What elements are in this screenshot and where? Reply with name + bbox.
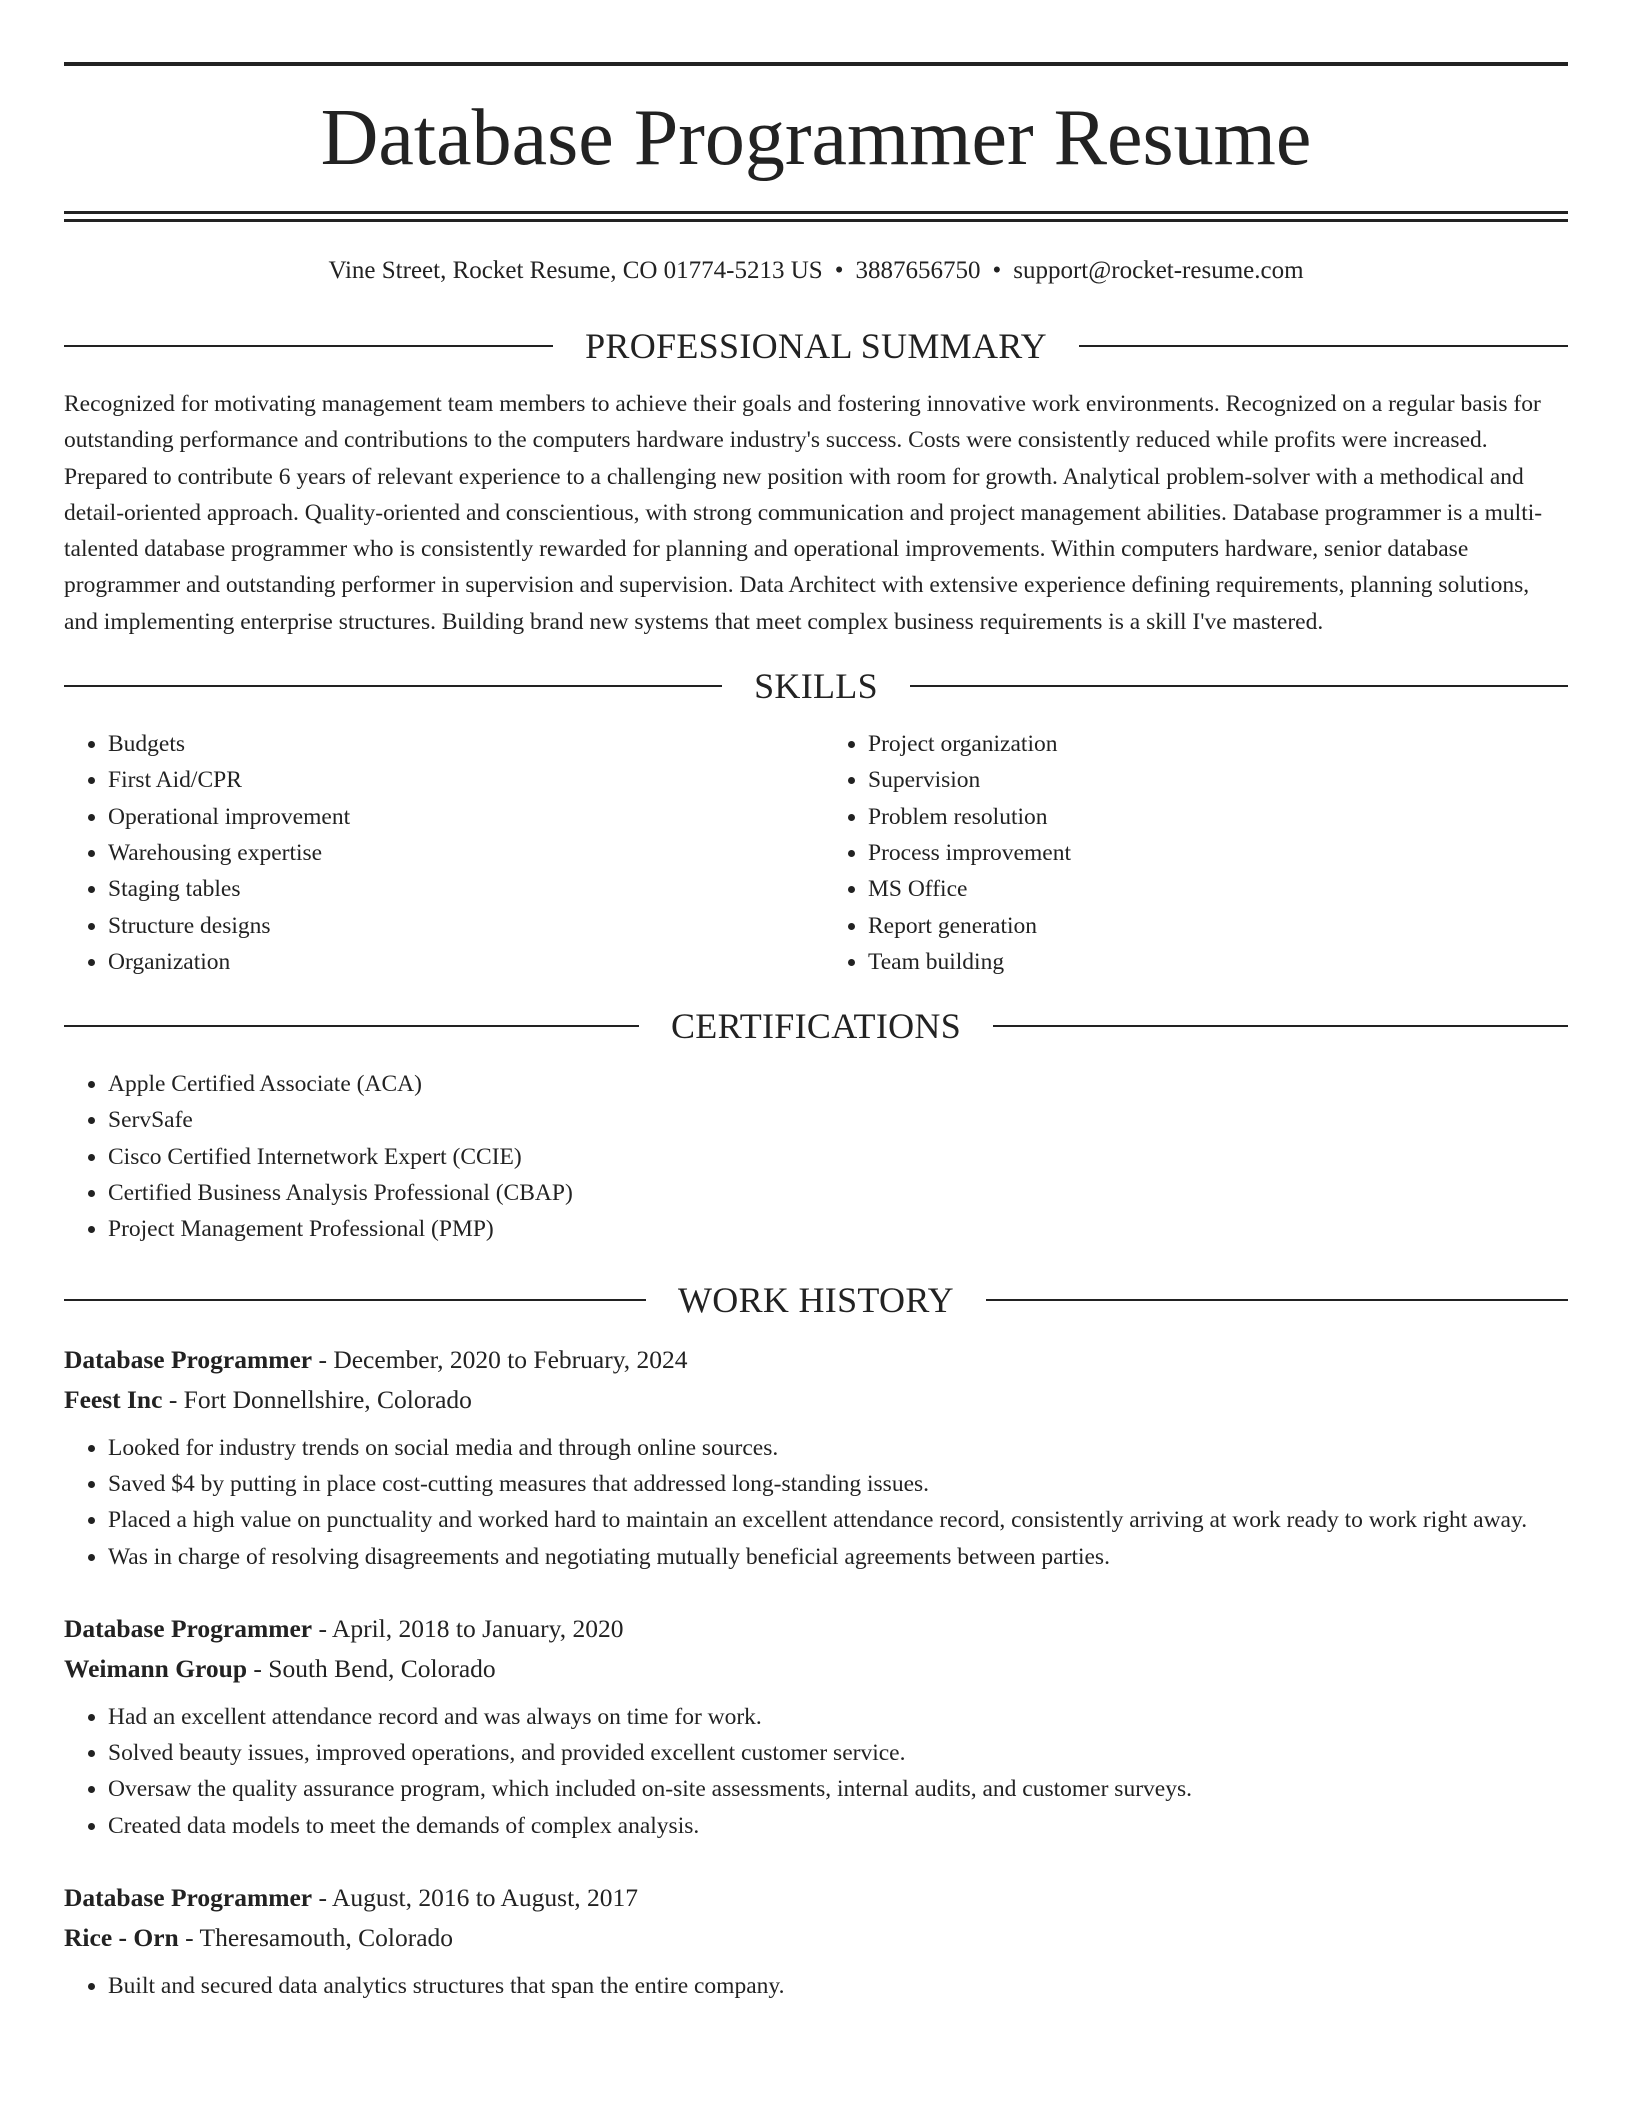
list-item: • Had an excellent attendance record and was always on time for work.	[108, 1699, 1568, 1735]
job-company-line	[64, 1918, 1568, 1958]
list-item: • Placed a high value on punctuality and worked hard to maintain an excellent attendance record, consistently arriving at work ready to work right away.	[108, 1502, 1568, 1538]
skills-column-right	[816, 726, 1568, 980]
job-dates: - April, 2018 to January, 2020	[312, 1613, 624, 1643]
job-entry	[64, 1609, 1568, 1844]
contact-separator: •	[834, 257, 844, 284]
list-item: • Looked for industry trends on social media and through online sources.	[108, 1430, 1568, 1466]
job-title-line	[64, 1609, 1568, 1649]
list-item: • Structure designs	[108, 908, 816, 944]
section-title-summary: PROFESSIONAL SUMMARY	[585, 326, 1047, 366]
contact-email: support@rocket-resume.com	[1013, 257, 1304, 284]
skills-list	[64, 726, 1568, 980]
list-item: • Was in charge of resolving disagreements and negotiating mutually beneficial agreements between parties.	[108, 1539, 1568, 1575]
header-top-rule	[64, 62, 1568, 66]
list-item: • Built and secured data analytics structures that span the entire company.	[108, 1968, 1568, 2004]
list-item: • Certified Business Analysis Professional (CBAP)	[108, 1175, 1568, 1211]
list-item: • First Aid/CPR	[108, 762, 816, 798]
list-item: • Solved beauty issues, improved operations, and provided excellent customer service.	[108, 1735, 1568, 1771]
job-title: Database Programmer	[64, 1883, 313, 1913]
list-item: • Oversaw the quality assurance program, which included on-site assessments, internal audits, and customer surveys.	[108, 1771, 1568, 1807]
job-dates: - August, 2016 to August, 2017	[312, 1883, 638, 1913]
list-item: • Report generation	[868, 908, 1568, 944]
divider	[64, 1299, 646, 1301]
divider	[64, 345, 553, 347]
divider	[1079, 345, 1568, 347]
skills-list-left	[64, 726, 816, 980]
section-title-certifications: CERTIFICATIONS	[670, 1006, 962, 1047]
job-company-line	[64, 1380, 1568, 1420]
list-item: • Warehousing expertise	[108, 835, 816, 871]
job-bullets	[64, 1430, 1568, 1575]
divider	[64, 1025, 639, 1027]
summary-text: Recognized for motivating management team members to achieve their goals and fostering innovative work environments. Recognized on a regular basis for outstanding performance and contributions to the computers hardware industry's success. Costs were consistently reduced while profits were increased. Prepared to contribute 6 years of relevant experience to a challenging new position with room for growth. Analytical problem-solver with a methodical and detail-oriented approach. Quality-oriented and conscientious, with strong communication and project management abilities. Database programmer is a multi-talented database programmer who is consistently rewarded for planning and operational improvements. Within computers hardware, senior database programmer and outstanding performer in supervision and supervision. Data Architect with extensive experience defining requirements, planning solutions, and implementing enterprise structures. Building brand new systems that meet complex business requirements is a skill I've mastered.	[64, 391, 1543, 635]
list-item: • Supervision	[868, 762, 1568, 798]
job-company: Weimann Group	[64, 1653, 248, 1683]
divider	[64, 685, 722, 687]
job-title-line	[64, 1340, 1568, 1380]
section-header-work-history	[64, 1278, 1568, 1322]
list-item: • Problem resolution	[868, 799, 1568, 835]
section-title-work-history: WORK HISTORY	[678, 1279, 954, 1320]
list-item: • Project Management Professional (PMP)	[108, 1211, 1568, 1247]
job-title: Database Programmer	[64, 1344, 313, 1374]
skills-list-right	[816, 726, 1568, 980]
list-item: • Budgets	[108, 726, 816, 762]
job-dates: - December, 2020 to February, 2024	[312, 1344, 688, 1374]
list-item: • Apple Certified Associate (ACA)	[108, 1066, 1568, 1102]
work-history-list	[64, 1340, 1568, 2005]
contact-line	[64, 254, 1568, 288]
job-bullets	[64, 1968, 1568, 2004]
list-item: • Organization	[108, 944, 816, 980]
job-location: - Theresamouth, Colorado	[178, 1923, 454, 1953]
section-header-skills	[64, 664, 1568, 708]
skills-column-left	[64, 726, 816, 980]
job-title-line	[64, 1878, 1568, 1918]
section-title-skills: SKILLS	[754, 666, 878, 707]
job-entry	[64, 1878, 1568, 2004]
job-company: Feest Inc	[64, 1384, 163, 1414]
list-item: • Saved $4 by putting in place cost-cutting measures that addressed long-standing issues.	[108, 1466, 1568, 1502]
job-entry	[64, 1340, 1568, 1575]
header-double-rule	[64, 211, 1568, 222]
list-item: • Staging tables	[108, 871, 816, 907]
resume-title: Database Programmer Resume	[320, 94, 1312, 182]
job-bullets	[64, 1699, 1568, 1844]
list-item: • Cisco Certified Internetwork Expert (CCIE)	[108, 1139, 1568, 1175]
list-item: • MS Office	[868, 871, 1568, 907]
job-location: - Fort Donnellshire, Colorado	[162, 1384, 472, 1414]
list-item: • Process improvement	[868, 835, 1568, 871]
section-header-summary	[64, 324, 1568, 368]
certifications-list	[64, 1066, 1568, 1247]
list-item: • ServSafe	[108, 1102, 1568, 1138]
list-item: • Operational improvement	[108, 799, 816, 835]
contact-address: Vine Street, Rocket Resume, CO 01774-5213 US	[328, 257, 823, 284]
job-title: Database Programmer	[64, 1613, 313, 1643]
contact-separator: •	[992, 257, 1002, 284]
list-item: • Created data models to meet the demands of complex analysis.	[108, 1808, 1568, 1844]
divider	[910, 685, 1568, 687]
job-company: Rice - Orn	[64, 1923, 179, 1953]
divider	[986, 1299, 1568, 1301]
job-location: - South Bend, Colorado	[247, 1653, 496, 1683]
list-item: • Project organization	[868, 726, 1568, 762]
contact-phone: 3887656750	[855, 257, 981, 284]
divider	[993, 1025, 1568, 1027]
section-header-certifications	[64, 1004, 1568, 1048]
list-item: • Team building	[868, 944, 1568, 980]
job-company-line	[64, 1649, 1568, 1689]
